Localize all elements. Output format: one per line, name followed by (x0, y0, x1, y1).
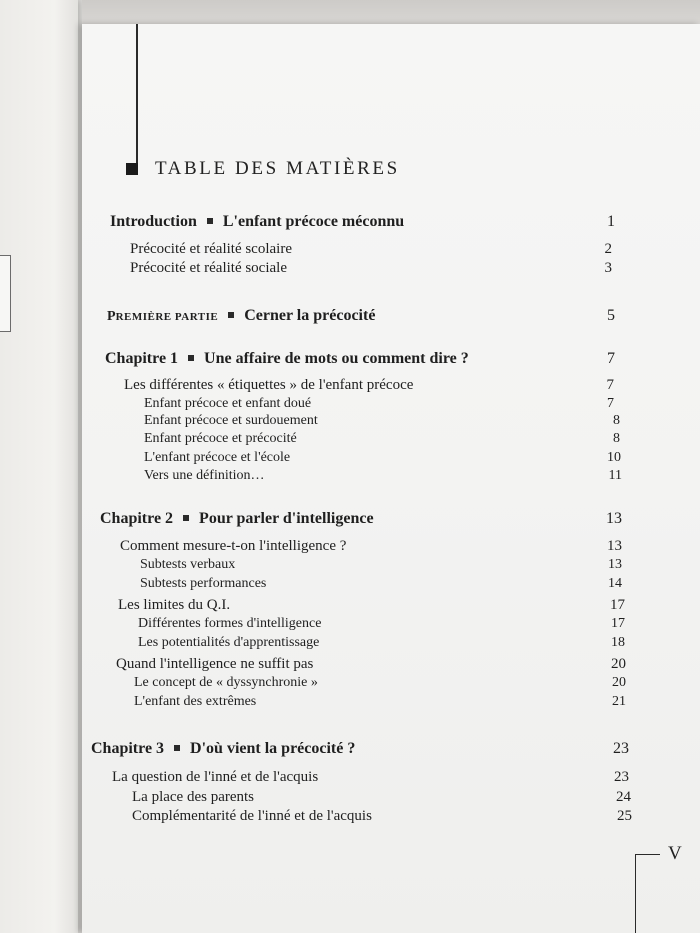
entry-title: Les potentialités d'apprentissage (138, 635, 320, 650)
entry-page: 13 (608, 557, 622, 572)
toc-section (112, 767, 629, 787)
toc-entry (144, 448, 621, 468)
toc-entry (130, 239, 612, 259)
entry-page: 8 (613, 413, 620, 428)
bottom-vertical-rule (635, 854, 636, 933)
entry-page: 7 (607, 350, 615, 367)
toc-entry (144, 466, 622, 486)
toc-entry (138, 633, 625, 653)
toc-entry (144, 411, 620, 431)
entry-page: 3 (604, 260, 612, 276)
entry-page: 17 (611, 616, 625, 631)
toc-entry (140, 574, 622, 594)
entry-title: Pour parler d'intelligence (199, 510, 374, 527)
toc-entry (140, 555, 622, 575)
entry-page: 23 (613, 740, 629, 757)
toc-heading (126, 158, 400, 180)
entry-title: Subtests verbaux (140, 557, 236, 572)
entry-page: 14 (608, 576, 622, 591)
entry-title: Complémentarité de l'inné et de l'acquis (132, 808, 372, 824)
top-vertical-rule (136, 24, 138, 174)
page-top-shadow (82, 0, 700, 24)
entry-prefix: Chapitre 1 (105, 350, 179, 367)
entry-title: La place des parents (132, 789, 255, 805)
bottom-horizontal-rule (635, 854, 660, 855)
toc-chapter-1 (105, 349, 615, 369)
part-prefix-initial: P (107, 309, 116, 324)
entry-title: Une affaire de mots ou comment dire ? (204, 350, 469, 367)
bullet-icon (188, 355, 194, 361)
toc-section (118, 595, 625, 615)
entry-title: Cerner la précocité (244, 307, 376, 324)
entry-page: 13 (607, 538, 622, 554)
entry-page: 20 (611, 656, 626, 672)
entry-title: Vers une définition… (144, 468, 265, 483)
bullet-icon (174, 745, 180, 751)
entry-page: 23 (614, 769, 629, 785)
toc-entry (132, 787, 631, 807)
entry-title: Enfant précoce et précocité (144, 431, 297, 446)
entry-prefix: Chapitre 2 (100, 510, 174, 527)
entry-page: 20 (612, 675, 626, 690)
entry-page: 8 (613, 431, 620, 446)
entry-title: L'enfant précoce et l'école (144, 450, 291, 465)
entry-title: Enfant précoce et surdouement (144, 413, 318, 428)
entry-title: L'enfant des extrêmes (134, 694, 257, 709)
toc-entry (132, 806, 632, 826)
entry-title: Enfant précoce et enfant doué (144, 396, 312, 411)
entry-page: 5 (607, 307, 615, 324)
toc-entry (134, 673, 626, 693)
bullet-icon (207, 218, 213, 224)
bullet-icon (183, 515, 189, 521)
page-title: TABLE DES MATIÈRES (155, 158, 400, 179)
entry-page: 17 (610, 597, 625, 613)
entry-title: Le concept de « dyssynchronie » (134, 675, 318, 690)
entry-page: 25 (617, 808, 632, 824)
entry-page: 11 (608, 468, 622, 483)
entry-page: 1 (607, 213, 615, 230)
entry-title: Les limites du Q.I. (118, 597, 231, 613)
toc-part-premiere (107, 306, 615, 326)
toc-entry (138, 614, 625, 634)
entry-page: 7 (607, 396, 614, 411)
bullet-icon (228, 312, 234, 318)
toc-part-introduction (110, 212, 615, 232)
page-number: V (668, 843, 682, 864)
entry-page: 2 (604, 241, 612, 257)
left-page-edge (0, 0, 78, 933)
toc-section (124, 375, 614, 395)
toc-section (116, 654, 626, 674)
toc-chapter-2 (100, 509, 622, 529)
entry-page: 21 (612, 694, 626, 709)
entry-page: 24 (616, 789, 631, 805)
entry-title: D'où vient la précocité ? (190, 740, 356, 757)
entry-page: 10 (607, 450, 621, 465)
page-fold-mark (0, 255, 11, 332)
part-prefix-rest: REMIÈRE PARTIE (115, 311, 219, 323)
toc-entry (130, 258, 612, 278)
entry-title: Quand l'intelligence ne suffit pas (116, 656, 314, 672)
entry-title: Les différentes « étiquettes » de l'enfant précoce (124, 377, 414, 393)
entry-title: Précocité et réalité sociale (130, 260, 287, 276)
toc-section (120, 536, 622, 556)
entry-page: 13 (606, 510, 622, 527)
entry-title: L'enfant précoce méconnu (222, 213, 405, 230)
entry-page: 7 (606, 377, 614, 393)
toc-entry (134, 692, 626, 712)
entry-title: Différentes formes d'intelligence (138, 616, 322, 631)
entry-title: La question de l'inné et de l'acquis (112, 769, 319, 785)
entry-prefix: Introduction (110, 213, 197, 230)
entry-prefix: Chapitre 3 (91, 740, 165, 757)
entry-page: 18 (611, 635, 625, 650)
heading-square-icon (126, 163, 138, 175)
entry-title: Subtests performances (140, 576, 267, 591)
entry-title: Comment mesure-t-on l'intelligence ? (120, 538, 347, 554)
toc-entry (144, 429, 620, 449)
entry-title: Précocité et réalité scolaire (130, 241, 292, 257)
toc-chapter-3 (91, 739, 629, 759)
